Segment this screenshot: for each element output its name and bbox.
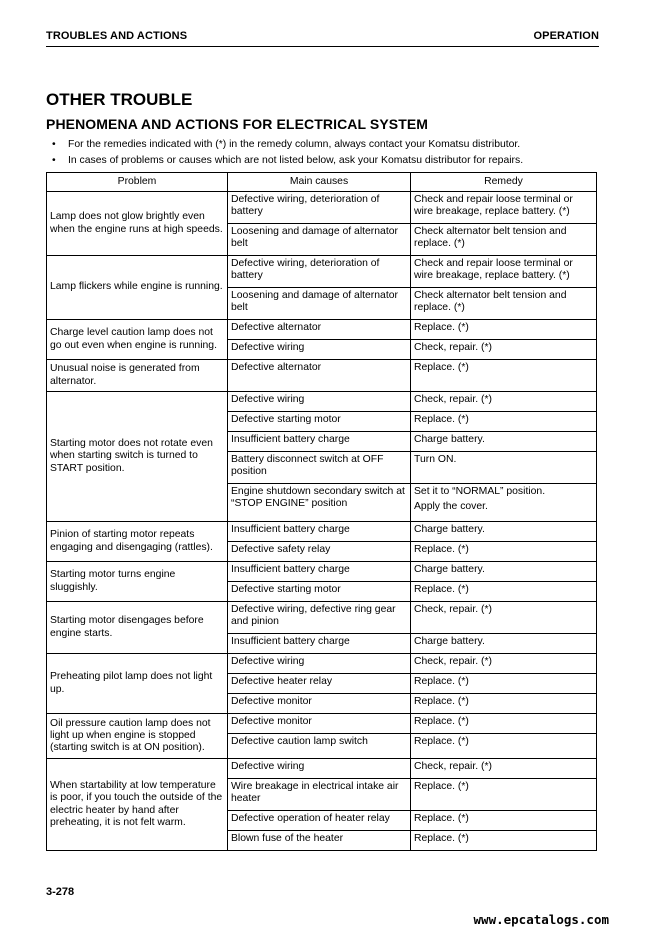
cause-cell: Blown fuse of the heater xyxy=(228,831,411,851)
table-row xyxy=(47,654,597,674)
remedy-text: Check, repair. (*) xyxy=(414,761,492,772)
problem-cell: Unusual noise is generated from alternator. xyxy=(47,360,228,392)
problem-cell: When startability at low temperature is poor, if you touch the outside of the electric heater by hand after preheating, it is not felt warm. xyxy=(47,759,228,851)
note-item xyxy=(52,154,597,170)
remedy-cell xyxy=(411,562,597,582)
table-row xyxy=(47,714,597,734)
remedy-cell xyxy=(411,654,597,674)
remedy-cell xyxy=(411,542,597,562)
remedy-cell xyxy=(411,392,597,412)
table-row xyxy=(47,320,597,340)
cause-cell: Defective wiring xyxy=(228,392,411,412)
remedy-cell xyxy=(411,484,597,522)
section-title: OTHER TROUBLE xyxy=(46,90,193,109)
problem-cell: Lamp flickers while engine is running. xyxy=(47,256,228,320)
remedy-text: Replace. (*) xyxy=(414,676,469,687)
problem-cell: Lamp does not glow brightly even when the engine runs at high speeds. xyxy=(47,192,228,256)
note-text: For the remedies indicated with (*) in the remedy column, always contact your Komatsu distributor. xyxy=(68,139,521,150)
table-header-row xyxy=(47,173,597,192)
cause-cell: Defective wiring xyxy=(228,340,411,360)
remedy-cell xyxy=(411,734,597,759)
remedy-cell xyxy=(411,714,597,734)
header-chapter-title: OPERATION xyxy=(533,30,599,42)
remedy-cell xyxy=(411,831,597,851)
remedy-text: Replace. (*) xyxy=(414,322,469,333)
cause-cell: Loosening and damage of alternator belt xyxy=(228,288,411,320)
remedy-text: Charge battery. xyxy=(414,564,485,575)
remedy-cell xyxy=(411,522,597,542)
remedy-cell xyxy=(411,192,597,224)
cause-cell: Battery disconnect switch at OFF position xyxy=(228,452,411,484)
table-row xyxy=(47,360,597,392)
remedy-cell xyxy=(411,256,597,288)
remedy-cell xyxy=(411,694,597,714)
cause-cell: Defective caution lamp switch xyxy=(228,734,411,759)
cause-cell: Defective safety relay xyxy=(228,542,411,562)
cause-cell: Defective wiring xyxy=(228,654,411,674)
cause-cell: Insufficient battery charge xyxy=(228,562,411,582)
column-header-remedy: Remedy xyxy=(411,173,597,192)
remedy-cell xyxy=(411,288,597,320)
table-row xyxy=(47,522,597,542)
remedy-text: Replace. (*) xyxy=(414,716,469,727)
remedy-text: Replace. (*) xyxy=(414,584,469,595)
column-header-problem: Problem xyxy=(47,173,228,192)
cause-cell: Insufficient battery charge xyxy=(228,432,411,452)
remedy-text: Charge battery. xyxy=(414,524,485,535)
remedy-cell xyxy=(411,811,597,831)
cause-cell: Defective starting motor xyxy=(228,412,411,432)
remedy-cell xyxy=(411,320,597,340)
cause-cell: Defective starting motor xyxy=(228,582,411,602)
notes-list xyxy=(52,138,597,170)
problem-cell: Preheating pilot lamp does not light up. xyxy=(47,654,228,714)
remedy-text: Replace. (*) xyxy=(414,813,469,824)
problem-cell: Pinion of starting motor repeats engaging and disengaging (rattles). xyxy=(47,522,228,562)
remedy-text: Replace. (*) xyxy=(414,544,469,555)
remedy-text: Apply the cover. xyxy=(414,501,488,513)
remedy-text: Charge battery. xyxy=(414,636,485,647)
cause-cell: Insufficient battery charge xyxy=(228,522,411,542)
remedy-text: Check alternator belt tension and replace. (*) xyxy=(414,226,567,250)
remedy-text: Replace. (*) xyxy=(414,696,469,707)
remedy-cell xyxy=(411,674,597,694)
cause-cell: Defective wiring xyxy=(228,759,411,779)
cause-cell: Defective wiring, defective ring gear and pinion xyxy=(228,602,411,634)
table-body xyxy=(47,192,597,851)
problem-cell: Charge level caution lamp does not go out even when engine is running. xyxy=(47,320,228,360)
remedy-cell xyxy=(411,602,597,634)
problem-cell: Oil pressure caution lamp does not light up when engine is stopped (starting switch is at ON position). xyxy=(47,714,228,759)
remedy-cell xyxy=(411,360,597,392)
cause-cell: Defective heater relay xyxy=(228,674,411,694)
troubleshooting-table xyxy=(46,172,597,851)
remedy-cell xyxy=(411,340,597,360)
remedy-text: Check alternator belt tension and replace. (*) xyxy=(414,290,567,314)
cause-cell: Defective monitor xyxy=(228,694,411,714)
remedy-cell xyxy=(411,224,597,256)
problem-cell: Starting motor turns engine sluggishly. xyxy=(47,562,228,602)
remedy-text: Check, repair. (*) xyxy=(414,342,492,353)
remedy-text: Set it to “NORMAL” position. xyxy=(414,486,546,497)
note-item xyxy=(52,138,597,154)
remedy-cell xyxy=(411,779,597,811)
remedy-text: Check, repair. (*) xyxy=(414,604,492,615)
remedy-text: Check and repair loose terminal or wire breakage, replace battery. (*) xyxy=(414,194,573,218)
table-header xyxy=(47,173,597,192)
problem-cell: Starting motor does not rotate even when starting switch is turned to START position. xyxy=(47,392,228,522)
cause-cell: Defective wiring, deterioration of battery xyxy=(228,192,411,224)
cause-cell: Defective alternator xyxy=(228,320,411,340)
problem-cell: Starting motor disengages before engine starts. xyxy=(47,602,228,654)
cause-cell: Defective wiring, deterioration of battery xyxy=(228,256,411,288)
remedy-text: Replace. (*) xyxy=(414,362,469,373)
table-row xyxy=(47,602,597,634)
remedy-cell xyxy=(411,634,597,654)
table-row xyxy=(47,256,597,288)
remedy-text: Replace. (*) xyxy=(414,736,469,747)
table-row xyxy=(47,759,597,779)
table-row xyxy=(47,192,597,224)
remedy-cell xyxy=(411,582,597,602)
bullet-icon: • xyxy=(52,139,56,150)
page-header xyxy=(46,30,599,47)
column-header-causes: Main causes xyxy=(228,173,411,192)
remedy-text: Turn ON. xyxy=(414,454,457,465)
subsection-title: PHENOMENA AND ACTIONS FOR ELECTRICAL SYSTEM xyxy=(46,116,429,132)
cause-cell: Engine shutdown secondary switch at “STOP ENGINE” position xyxy=(228,484,411,522)
cause-cell: Loosening and damage of alternator belt xyxy=(228,224,411,256)
remedy-text: Replace. (*) xyxy=(414,781,469,792)
header-section-title: TROUBLES AND ACTIONS xyxy=(46,30,188,42)
remedy-text: Replace. (*) xyxy=(414,833,469,844)
cause-cell: Defective monitor xyxy=(228,714,411,734)
table-row xyxy=(47,392,597,412)
cause-cell: Defective operation of heater relay xyxy=(228,811,411,831)
page-number: 3-278 xyxy=(46,886,75,898)
cause-cell: Wire breakage in electrical intake air heater xyxy=(228,779,411,811)
watermark: www.epcatalogs.com xyxy=(473,912,609,927)
remedy-text: Check, repair. (*) xyxy=(414,656,492,667)
remedy-cell xyxy=(411,412,597,432)
remedy-cell xyxy=(411,452,597,484)
remedy-text: Check and repair loose terminal or wire breakage, replace battery. (*) xyxy=(414,258,573,282)
remedy-text: Charge battery. xyxy=(414,434,485,445)
remedy-cell xyxy=(411,432,597,452)
remedy-cell xyxy=(411,759,597,779)
remedy-text: Check, repair. (*) xyxy=(414,394,492,405)
table-row xyxy=(47,562,597,582)
bullet-icon: • xyxy=(52,155,56,166)
cause-cell: Insufficient battery charge xyxy=(228,634,411,654)
note-text: In cases of problems or causes which are not listed below, ask your Komatsu distributor for repairs. xyxy=(68,155,524,166)
remedy-text: Replace. (*) xyxy=(414,414,469,425)
cause-cell: Defective alternator xyxy=(228,360,411,392)
